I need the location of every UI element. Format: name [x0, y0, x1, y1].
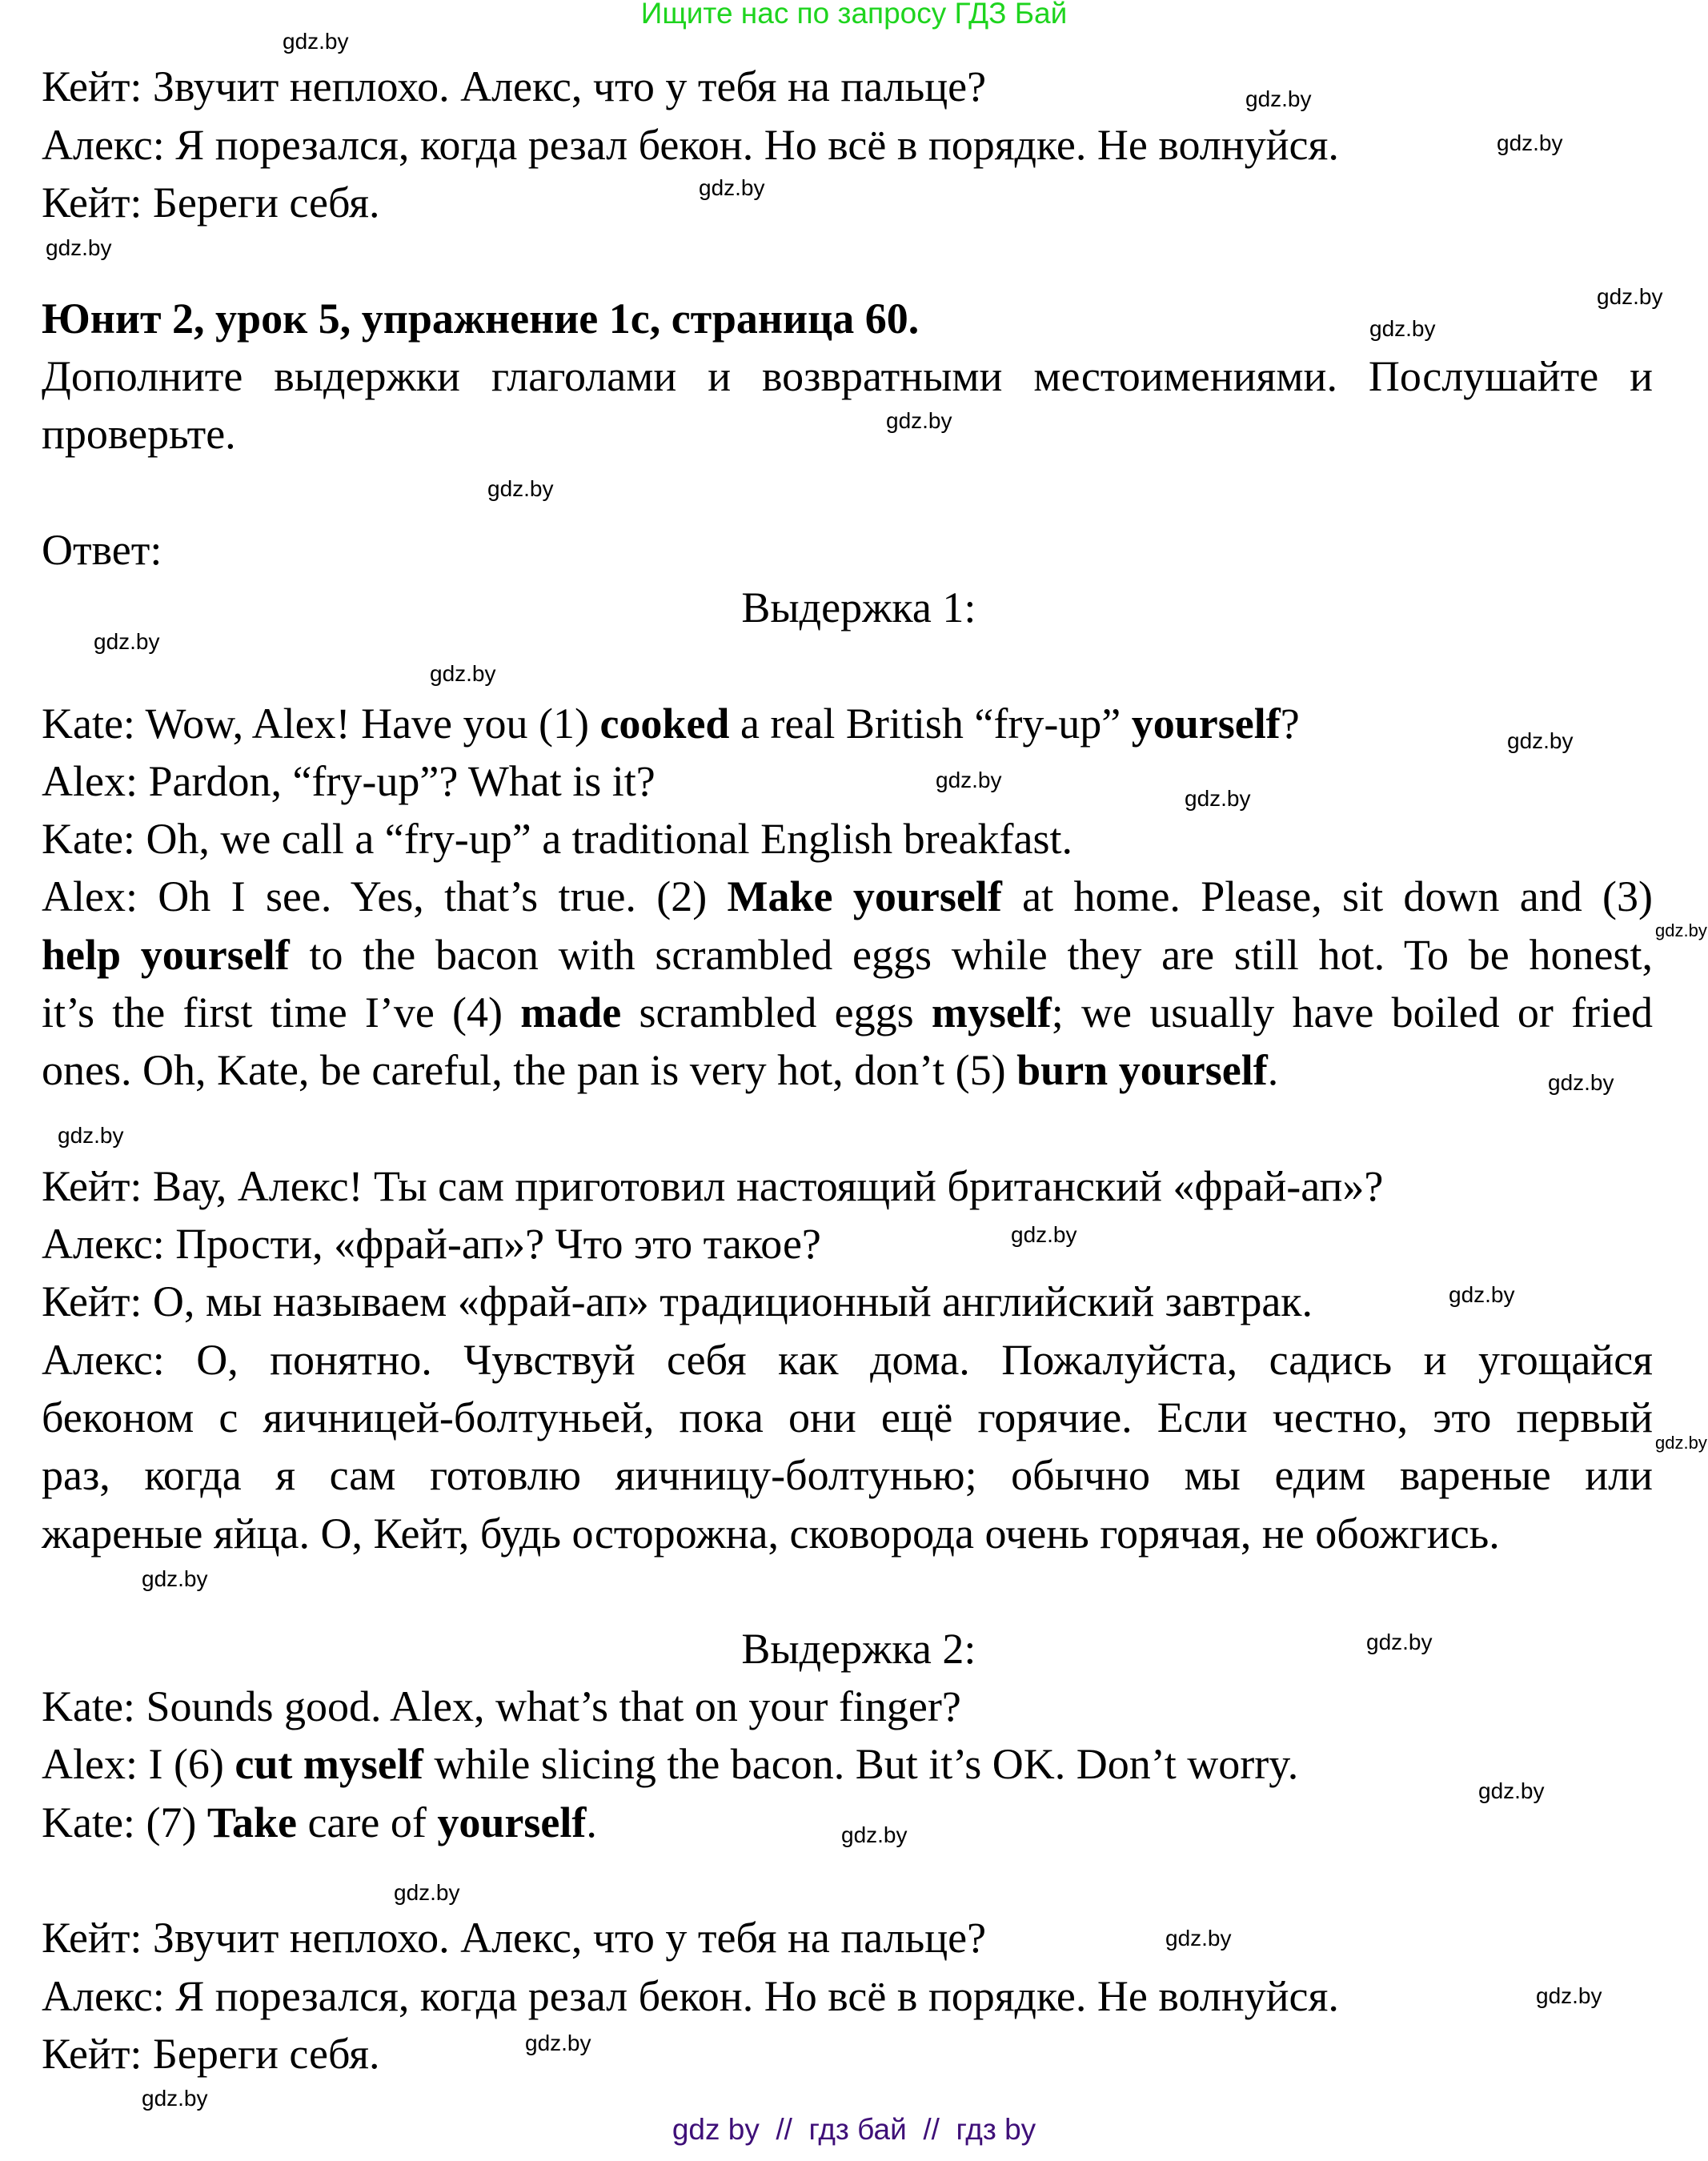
text-segment: to the bacon with scrambled eggs while they are still hot. To be honest, — [289, 931, 1653, 979]
text-line — [42, 347, 1653, 405]
watermark: gdz.by — [283, 29, 349, 54]
text-segment: Кейт: Вау, Алекс! Ты сам приготовил настоящий британский «фрай-ап»? — [42, 1162, 1384, 1210]
text-segment: Выдержка 2: — [741, 1625, 976, 1673]
text-segment: Alex: I (6) — [42, 1740, 235, 1788]
answer-text: made — [520, 988, 622, 1036]
watermark: gdz.by — [1655, 920, 1707, 940]
text-segment: Алекс: Прости, «фрай-ап»? Что это такое? — [42, 1220, 821, 1268]
text-line — [42, 116, 1339, 174]
watermark: gdz.by — [1369, 316, 1436, 341]
text-segment: жареные яйца. О, Кейт, будь осторожна, сковорода очень горячая, не обожгись. — [42, 1509, 1500, 1558]
watermark: gdz.by — [1449, 1282, 1515, 1307]
text-segment: Кейт: Береги себя. — [42, 178, 380, 227]
text-segment: ; we usually have boiled or fried — [1051, 988, 1653, 1036]
watermark: gdz.by — [1507, 728, 1574, 753]
watermark: gdz.by — [936, 768, 1002, 792]
text-line — [42, 752, 656, 810]
text-segment: a real British “fry-up” — [729, 700, 1132, 748]
text-segment: проверьте. — [42, 410, 236, 458]
watermark: gdz.by — [394, 1880, 460, 1905]
watermark: gdz.by — [487, 476, 554, 501]
text-segment: Kate: Sounds good. Alex, what’s that on your finger? — [42, 1682, 961, 1730]
text-line — [42, 1041, 1278, 1099]
watermark: gdz.by — [1548, 1070, 1614, 1095]
text-segment: Алекс: Я порезался, когда резал бекон. Но всё в порядке. Не волнуйся. — [42, 1972, 1339, 2020]
text-segment: Дополните выдержки глаголами и возвратными местоимениями. Послушайте и — [42, 352, 1653, 400]
answer-text: myself — [931, 988, 1052, 1036]
watermark: gdz.by — [1497, 130, 1563, 155]
exercise-heading — [42, 290, 919, 347]
text-line — [42, 1794, 597, 1851]
text-segment: Kate: Wow, Alex! Have you (1) — [42, 700, 600, 748]
text-line — [42, 868, 1653, 925]
answer-text: Take — [206, 1798, 297, 1846]
text-segment: Kate: (7) — [42, 1798, 207, 1846]
text-segment: while slicing the bacon. But it’s OK. Don’t worry. — [423, 1740, 1299, 1788]
text-segment: it’s the first time I’ve (4) — [42, 988, 521, 1036]
text-line — [42, 984, 1653, 1041]
text-segment: Kate: Oh, we call a “fry-up” a traditional English breakfast. — [42, 815, 1073, 863]
watermark: gdz.by — [1366, 1630, 1433, 1654]
watermark: gdz.by — [1655, 1433, 1707, 1453]
watermark: gdz.by — [142, 1566, 208, 1591]
text-segment: Кейт: О, мы называем «фрай-ап» традиционный английский завтрак. — [42, 1277, 1313, 1325]
watermark: gdz.by — [1597, 284, 1663, 309]
watermark: gdz.by — [525, 2031, 591, 2055]
text-segment: Alex: Oh I see. Yes, that’s true. (2) — [42, 872, 728, 920]
text-segment: Алекс: О, понятно. Чувствуй себя как дома. Пожалуйста, садись и угощайся — [42, 1336, 1653, 1384]
text-line — [42, 1909, 986, 1967]
text-line — [42, 810, 1073, 868]
text-segment: . — [586, 1798, 597, 1846]
text-segment: беконом с яичницей-болтуньей, пока они ещё горячие. Если честно, это первый — [42, 1393, 1653, 1441]
text-line — [42, 1678, 961, 1735]
answer-text: cooked — [599, 700, 730, 748]
watermark: gdz.by — [46, 235, 112, 260]
text-segment: Ответ: — [42, 526, 162, 574]
text-line — [42, 58, 986, 115]
watermark: gdz.by — [1536, 1983, 1602, 2008]
text-line — [42, 2025, 379, 2083]
watermark: gdz.by — [886, 408, 952, 433]
text-segment: Alex: Pardon, “fry-up”? What is it? — [42, 757, 656, 805]
text-segment: at home. Please, sit down and (3) — [1001, 872, 1653, 920]
text-segment: Кейт: Звучит неплохо. Алекс, что у тебя на пальце? — [42, 62, 987, 110]
answer-text: burn yourself — [1016, 1046, 1268, 1094]
watermark: gdz.by — [1478, 1778, 1545, 1803]
text-line — [42, 1446, 1653, 1504]
answer-text: cut myself — [235, 1740, 423, 1788]
watermark: gdz.by — [841, 1822, 908, 1847]
answer-text: Юнит 2, урок 5, упражнение 1c, страница 60. — [42, 295, 920, 343]
text-segment: care of — [296, 1798, 438, 1846]
text-segment: раз, когда я сам готовлю яичницу-болтунью; обычно мы едим вареные или — [42, 1451, 1653, 1499]
text-segment: Выдержка 1: — [741, 583, 976, 631]
watermark: gdz.by — [142, 2086, 208, 2111]
watermark: gdz.by — [1245, 86, 1312, 111]
text-line — [42, 1389, 1653, 1446]
watermark: gdz.by — [58, 1123, 124, 1148]
text-line — [42, 695, 1300, 752]
text-line — [42, 1735, 1298, 1793]
text-line — [741, 1620, 976, 1678]
text-line — [42, 1273, 1313, 1330]
text-line — [42, 1967, 1339, 2025]
text-segment: scrambled eggs — [621, 988, 932, 1036]
text-segment: ones. Oh, Kate, be careful, the pan is very hot, don’t (5) — [42, 1046, 1017, 1094]
text-line — [42, 174, 379, 231]
watermark: gdz.by — [94, 629, 160, 654]
text-segment: Кейт: Береги себя. — [42, 2030, 380, 2078]
text-segment: . — [1267, 1046, 1279, 1094]
text-line — [42, 1505, 1500, 1562]
watermark: gdz.by — [430, 661, 496, 686]
search-banner[interactable]: Ищите нас по запросу ГДЗ Бай — [640, 0, 1068, 30]
text-segment: ? — [1280, 700, 1300, 748]
text-line — [42, 405, 236, 463]
text-segment: Кейт: Звучит неплохо. Алекс, что у тебя на пальце? — [42, 1914, 987, 1962]
text-line — [42, 926, 1653, 984]
footer-links[interactable]: gdz by // гдз бай // гдз by — [672, 2113, 1036, 2146]
watermark: gdz.by — [1185, 786, 1251, 811]
answer-text: Make yourself — [727, 872, 1002, 920]
text-line — [42, 1157, 1383, 1215]
text-segment: Алекс: Я порезался, когда резал бекон. Но всё в порядке. Не волнуйся. — [42, 121, 1339, 169]
watermark: gdz.by — [1011, 1222, 1077, 1247]
answer-text: yourself — [437, 1798, 587, 1846]
answer-text: yourself — [1131, 700, 1281, 748]
watermark: gdz.by — [699, 175, 765, 200]
watermark: gdz.by — [1165, 1926, 1232, 1951]
answer-text: help yourself — [42, 931, 290, 979]
text-line — [42, 1215, 821, 1273]
text-line — [42, 521, 162, 579]
text-line — [42, 1331, 1653, 1389]
text-line — [741, 579, 976, 636]
